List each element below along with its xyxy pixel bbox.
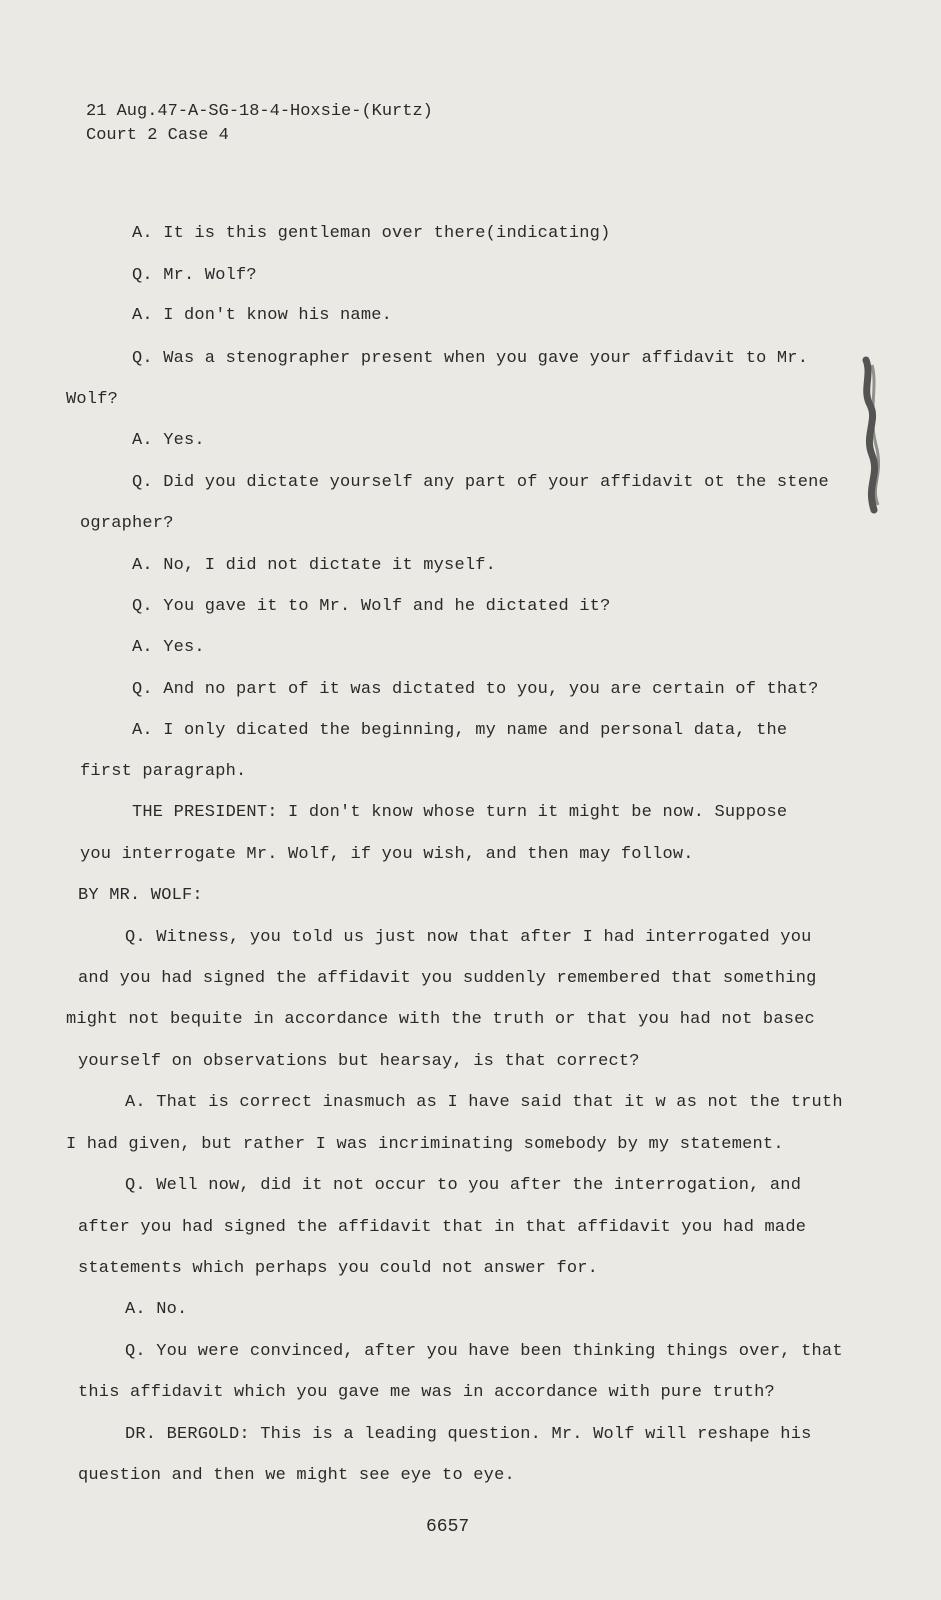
transcript-line: Q. Well now, did it not occur to you after the interrogation, and [125,1176,802,1195]
transcript-line: question and then we might see eye to eye. [78,1466,515,1485]
transcript-line: A. I don't know his name. [132,306,393,325]
transcript-line: statements which perhaps you could not answer for. [78,1259,599,1278]
transcript-line: BY MR. WOLF: [78,886,203,905]
transcript-line: Q. Was a stenographer present when you gave your affidavit to Mr. [132,349,809,368]
transcript-line: DR. BERGOLD: This is a leading question. Mr. Wolf will reshape his [125,1425,812,1444]
transcript-line: Q. Witness, you told us just now that after I had interrogated you [125,928,812,947]
transcript-line: might not bequite in accordance with the truth or that you had not basec [66,1010,815,1029]
transcript-line: this affidavit which you gave me was in accordance with pure truth? [78,1383,775,1402]
transcript-line: Q. And no part of it was dictated to you, you are certain of that? [132,680,819,699]
transcript-line: Wolf? [66,390,119,409]
header-court-case: Court 2 Case 4 [86,126,229,145]
transcript-line: A. It is this gentleman over there(indicating) [132,224,611,243]
header-reference: 21 Aug.47-A-SG-18-4-Hoxsie-(Kurtz) [86,102,433,121]
transcript-line: ographer? [80,514,174,533]
transcript-line: first paragraph. [80,762,247,781]
document-header [86,100,433,148]
ink-bleed-mark [858,355,888,515]
transcript-line: A. That is correct inasmuch as I have said that it w as not the truth [125,1093,843,1112]
transcript-line: A. I only dicated the beginning, my name and personal data, the [132,721,788,740]
transcript-line: I had given, but rather I was incriminating somebody by my statement. [66,1135,784,1154]
transcript-line: Q. Mr. Wolf? [132,266,257,285]
transcript-line: A. Yes. [132,431,205,450]
transcript-line: A. No, I did not dictate it myself. [132,556,497,575]
transcript-line: yourself on observations but hearsay, is that correct? [78,1052,640,1071]
transcript-line: A. No. [125,1300,188,1319]
transcript-line: after you had signed the affidavit that in that affidavit you had made [78,1218,807,1237]
transcript-line: Q. You were convinced, after you have been thinking things over, that [125,1342,843,1361]
transcript-line: Q. You gave it to Mr. Wolf and he dictated it? [132,597,611,616]
transcript-line: THE PRESIDENT: I don't know whose turn it might be now. Suppose [132,803,788,822]
transcript-line: you interrogate Mr. Wolf, if you wish, and then may follow. [80,845,694,864]
transcript-line: and you had signed the affidavit you suddenly remembered that something [78,969,817,988]
page-number: 6657 [426,1517,470,1537]
transcript-line: Q. Did you dictate yourself any part of your affidavit ot the stene [132,473,829,492]
transcript-line: A. Yes. [132,638,205,657]
